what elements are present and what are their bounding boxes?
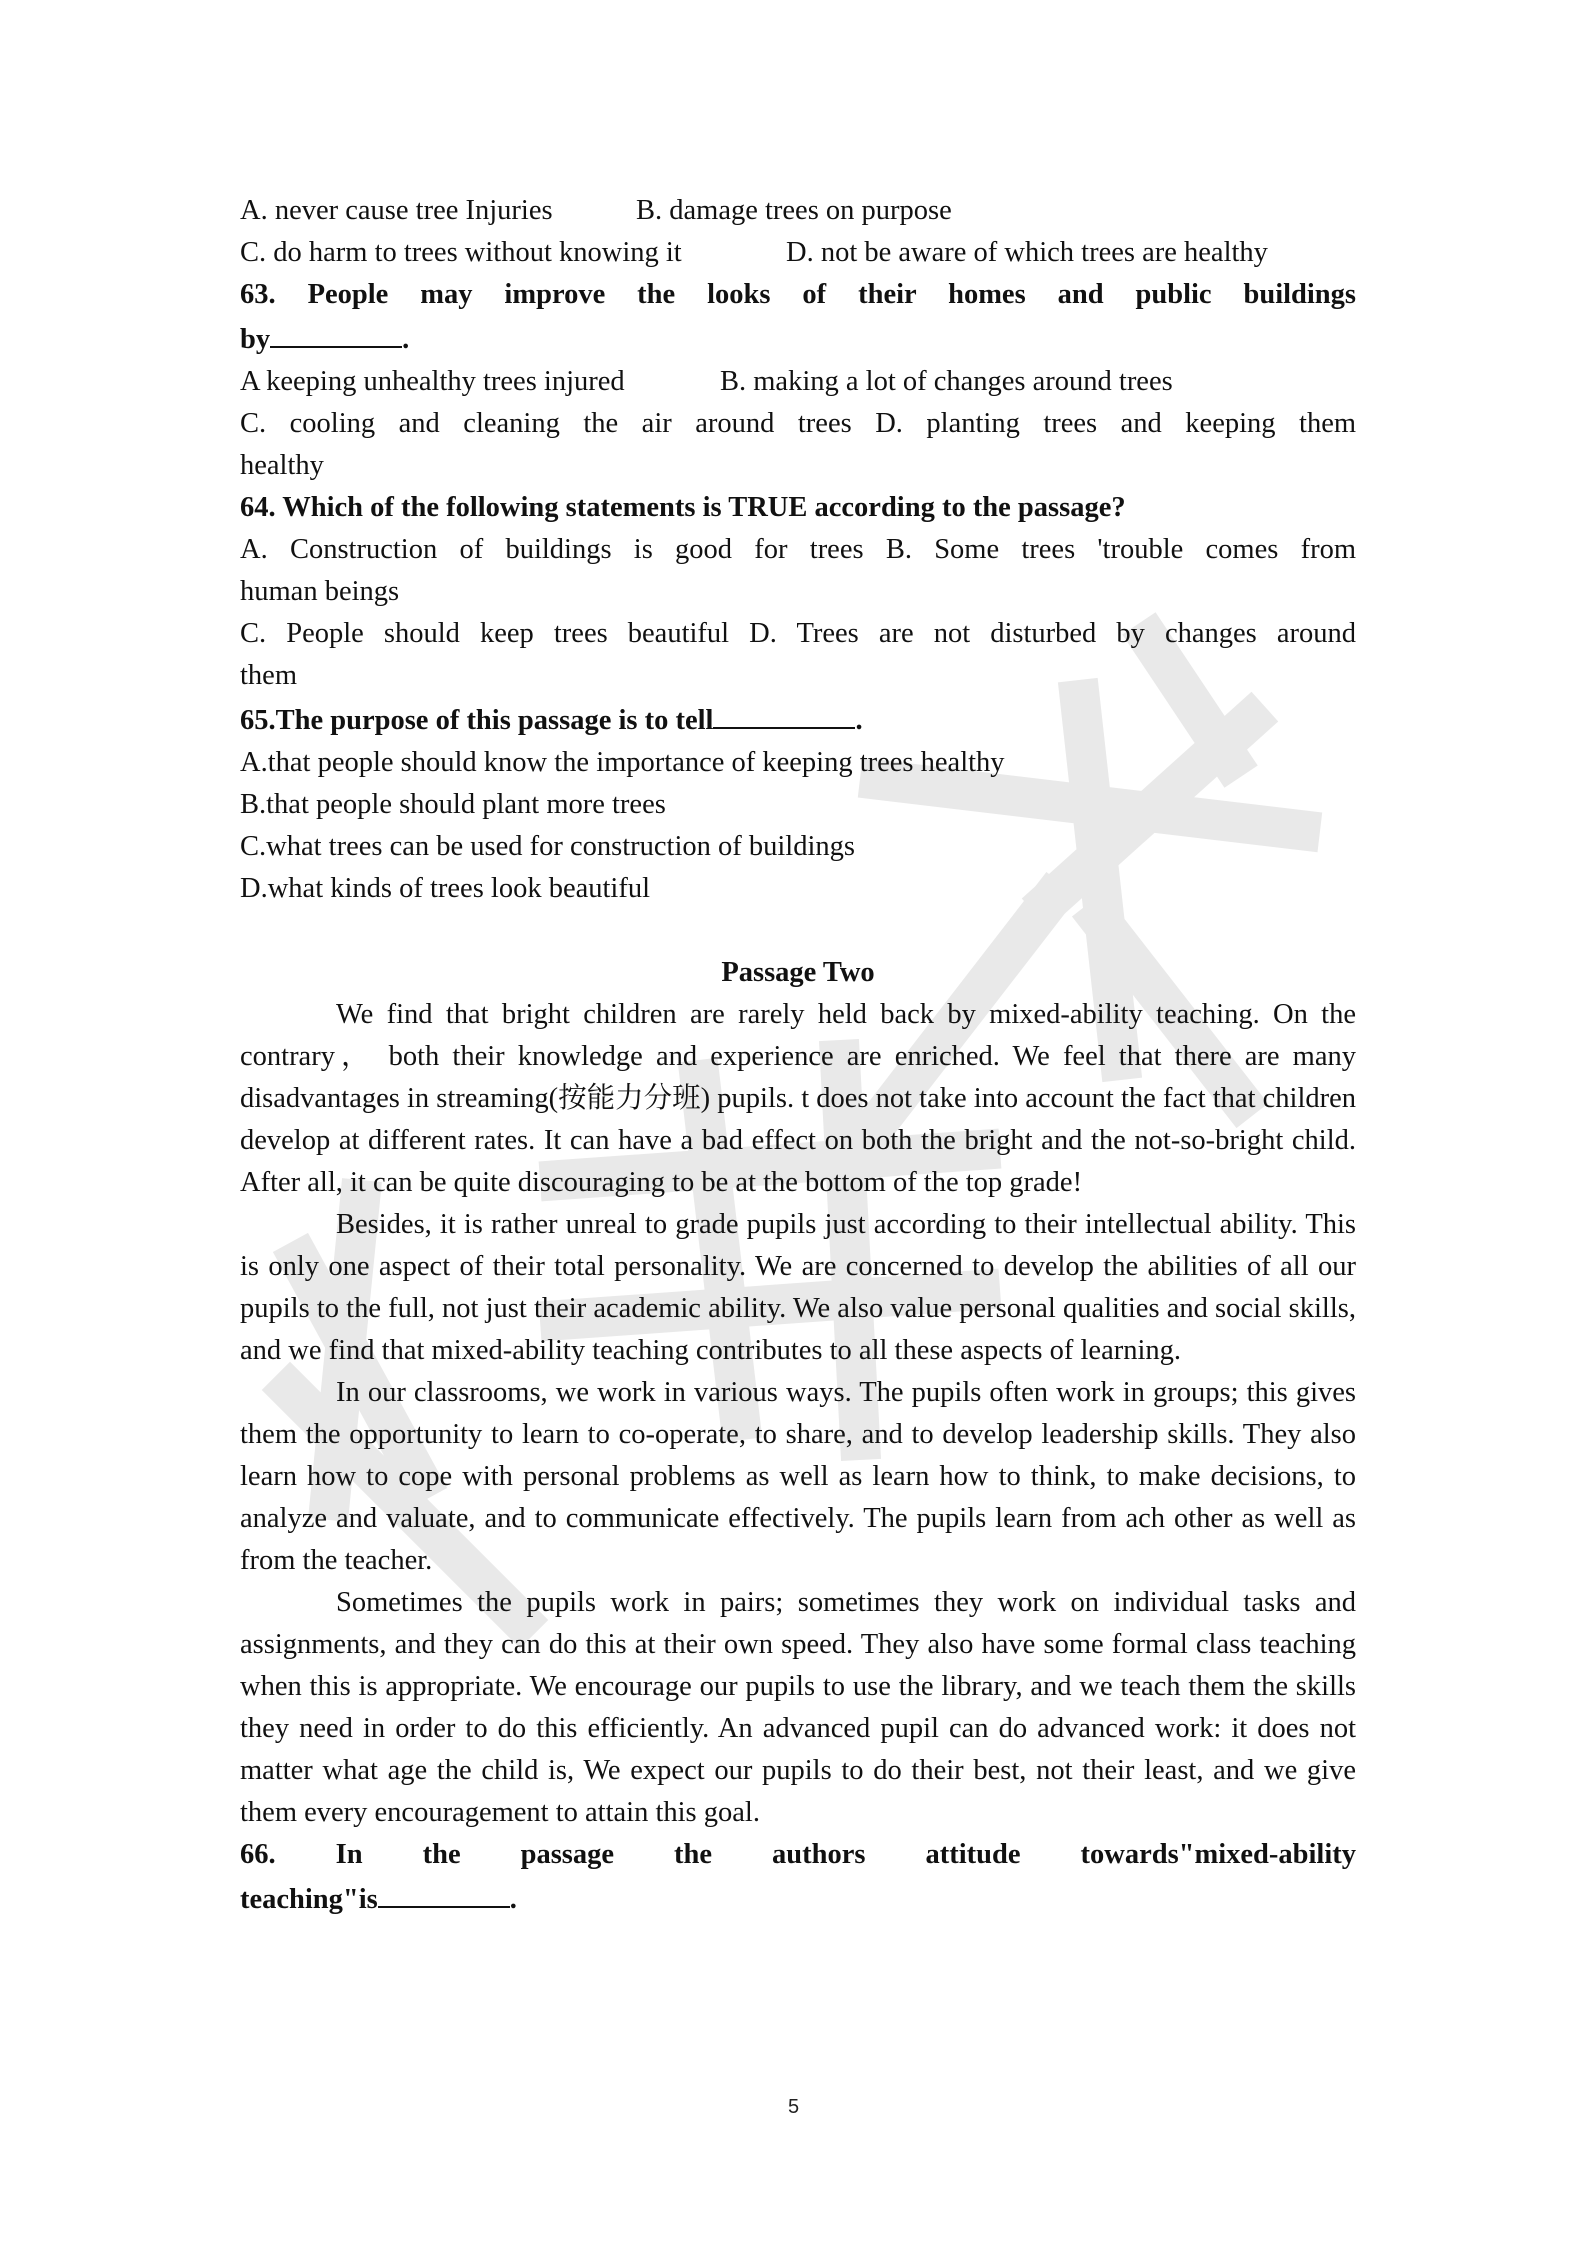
- q62-options-row1: [240, 190, 1356, 232]
- q64-option-d[interactable]: D. Trees are not disturbed by changes around: [749, 618, 1357, 649]
- answer-blank[interactable]: [713, 697, 855, 729]
- q62-option-a[interactable]: A. never cause tree Injuries: [240, 195, 553, 226]
- q62-options-row2: [240, 232, 1356, 274]
- q64-option-d-cont: them: [240, 660, 297, 691]
- q64-option-b-cont: human beings: [240, 576, 400, 607]
- q63-stem: 63. People may improve the looks of their homes and public buildings: [240, 279, 1356, 310]
- q64-option-b[interactable]: B. Some trees 'trouble comes from: [885, 534, 1356, 565]
- q64-option-a[interactable]: A. Construction of buildings is good for trees: [240, 534, 864, 565]
- q65-stem: 65.The purpose of this passage is to tell .: [240, 697, 1356, 742]
- q63-option-c[interactable]: C. cooling and cleaning the air around trees: [240, 408, 852, 439]
- q62-option-c[interactable]: C. do harm to trees without knowing it: [240, 237, 682, 268]
- passage-paragraph: Besides, it is rather unreal to grade pupils just according to their intellectual ability. This is only one aspect of their total personality. We are concerned to develop the abilities of all our pupils to the full, not just their academic ability. We also value personal qualities and social skills, and we find that mixed-ability teaching contributes to all these aspects of learning.: [240, 1209, 1356, 1366]
- q63-option-d-cont: healthy: [240, 450, 324, 481]
- q63-option-b[interactable]: B. making a lot of changes around trees: [720, 366, 1173, 397]
- q63-stem-cont: by .: [240, 316, 1356, 361]
- q64-option-c[interactable]: C. People should keep trees beautiful: [240, 618, 730, 649]
- q66-stem: 66. In the passage the authors attitude towards"mixed-ability: [240, 1839, 1356, 1870]
- q65-option-b[interactable]: B.that people should plant more trees: [240, 789, 666, 820]
- q65-option-d[interactable]: D.what kinds of trees look beautiful: [240, 873, 650, 904]
- q63-options-row2: [240, 403, 1356, 445]
- q62-option-d[interactable]: D. not be aware of which trees are healthy: [786, 237, 1268, 268]
- q65-option-c[interactable]: C.what trees can be used for construction of buildings: [240, 831, 855, 862]
- q63-option-d[interactable]: D. planting trees and keeping them: [875, 408, 1357, 439]
- passage-paragraph: Sometimes the pupils work in pairs; sometimes they work on individual tasks and assignments, and they can do this at their own speed. They also have some formal class teaching when this is appropriate. We encourage our pupils to use the library, and we teach them the skills they need in order to do this efficiently. An advanced pupil can do advanced work: it does not matter what age the child is, We expect our pupils to do their best, not their least, and we give them every encouragement to attain this goal.: [240, 1587, 1356, 1828]
- q63-options-row1: [240, 361, 1356, 403]
- q65-option-a[interactable]: A.that people should know the importance of keeping trees healthy: [240, 747, 1005, 778]
- q62-option-b[interactable]: B. damage trees on purpose: [636, 195, 952, 226]
- answer-blank[interactable]: [378, 1876, 510, 1908]
- passage-paragraph: We find that bright children are rarely held back by mixed-ability teaching. On the contrary， both their knowledge and experience are enriched. We feel that there are many disadvantages in streaming(按能力分班) pupils. t does not take into account the fact that children develop at different rates. It can have a bad effect on both the bright and the not-so-bright child. After all, it can be quite discouraging to be at the bottom of the top grade!: [240, 999, 1356, 1198]
- q64-options-row1: [240, 529, 1356, 571]
- q63-option-a[interactable]: A keeping unhealthy trees injured: [240, 366, 625, 397]
- page-content: [240, 190, 1356, 1921]
- page-number: 5: [787, 2096, 800, 2118]
- answer-blank[interactable]: [270, 316, 402, 348]
- q66-stem-cont: teaching"is .: [240, 1876, 1356, 1921]
- q64-stem: 64. Which of the following statements is TRUE according to the passage?: [240, 492, 1126, 523]
- passage-title: Passage Two: [721, 957, 875, 988]
- q64-options-row2: [240, 613, 1356, 655]
- passage-paragraph: In our classrooms, we work in various ways. The pupils often work in groups; this gives them the opportunity to learn to co-operate, to share, and to develop leadership skills. They also learn how to cope with personal problems as well as learn how to think, to make decisions, to analyze and valuate, and to communicate effectively. The pupils learn from ach other as well as from the teacher.: [240, 1377, 1356, 1576]
